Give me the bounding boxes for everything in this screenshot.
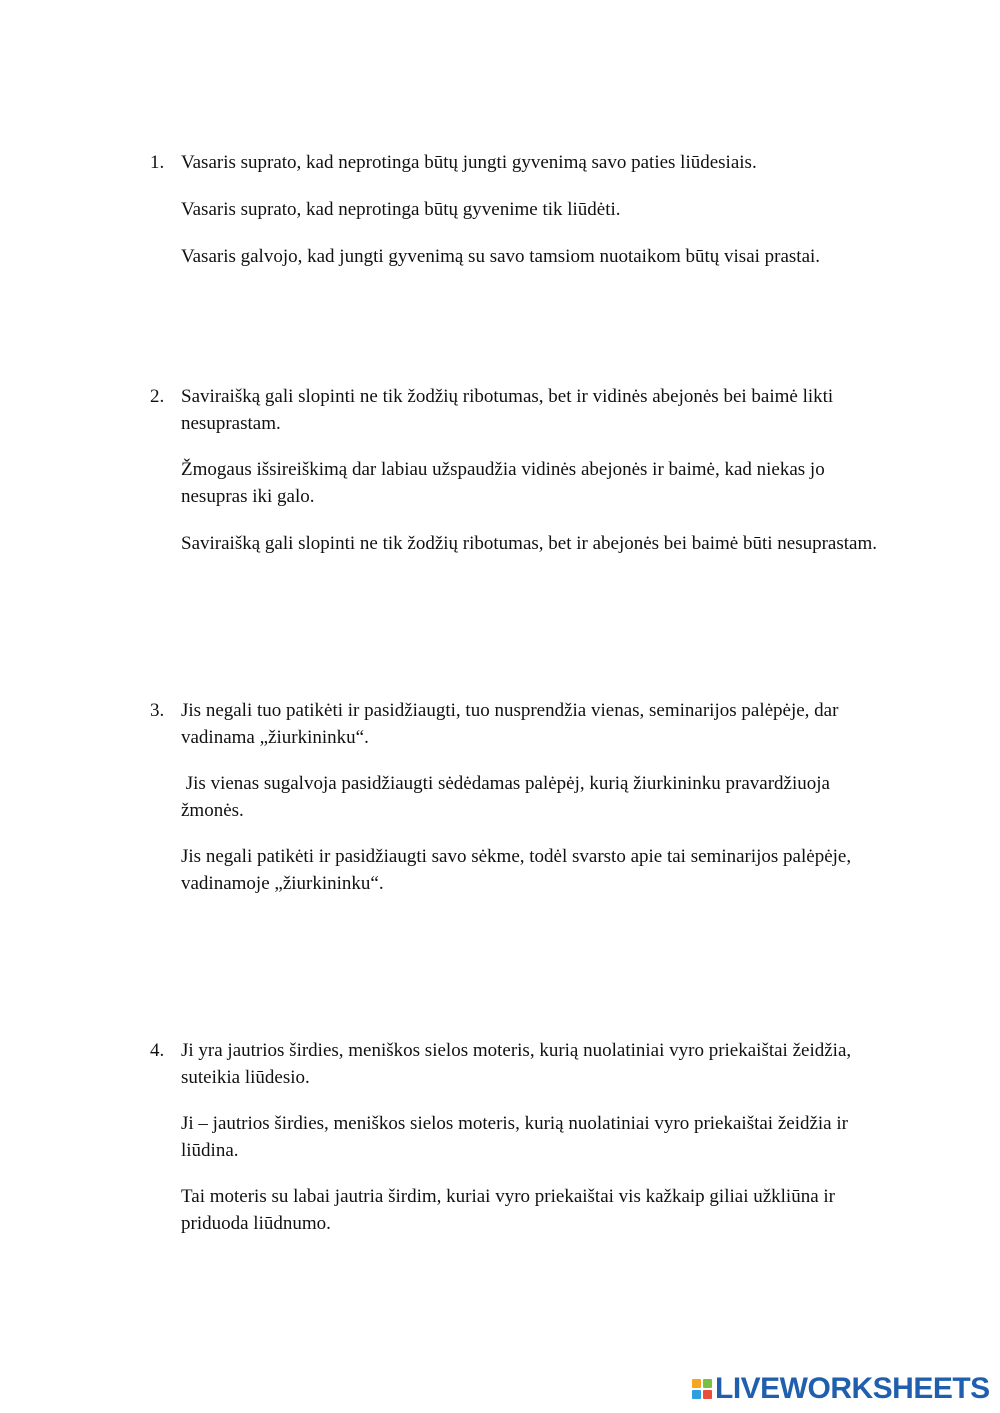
option-1: Vasaris suprato, kad neprotinga būtų jungti gyvenimą savo paties liūdesiais. (181, 152, 757, 173)
option-3: Tai moteris su labai jautria širdim, kuriai vyro priekaištai vis kažkaip giliai užkliūna ir priduoda liūdnumo. (181, 1186, 840, 1234)
item-number: 2. (150, 386, 165, 407)
option-3: Vasaris galvojo, kad jungti gyvenimą su savo tamsiom nuotaikom būtų visai prastai. (181, 246, 821, 267)
option-2: Žmogaus išsireiškimą dar labiau užspaudžia vidinės abejonės ir baimė, kad niekas jo nesupras iki galo. (181, 459, 830, 507)
option-3: Jis negali patikėti ir pasidžiaugti savo sėkme, todėl svarsto apie tai seminarijos palėpėje, vadinamoje „žiurkininku“. (181, 846, 856, 894)
option-2: Jis vienas sugalvoja pasidžiaugti sėdėdamas palėpėj, kurią žiurkininku pravardžiuoja žmonės. (181, 773, 835, 821)
item-number: 1. (150, 152, 165, 173)
logo-text: LIVEWORKSHEETS (715, 1372, 990, 1405)
option-1: Jis negali tuo patikėti ir pasidžiaugti, tuo nusprendžia vienas, seminarijos palėpėje, dar vadinama „žiurkininku“. (181, 700, 844, 748)
item-number: 3. (150, 700, 165, 721)
option-2: Vasaris suprato, kad neprotinga būtų gyvenime tik liūdėti. (181, 199, 621, 220)
option-1: Ji yra jautrios širdies, meniškos sielos moteris, kurią nuolatiniai vyro priekaištai žeidžia, suteikia liūdesio. (181, 1040, 856, 1088)
option-1: Saviraišką gali slopinti ne tik žodžių ribotumas, bet ir vidinės abejonės bei baimė likti nesuprastam. (181, 386, 838, 434)
liveworksheets-logo (692, 1373, 990, 1405)
option-3: Saviraišką gali slopinti ne tik žodžių ribotumas, bet ir abejonės bei baimė būti nesuprastam. (181, 533, 877, 554)
item-number: 4. (150, 1040, 165, 1061)
logo-blocks-icon (692, 1379, 712, 1399)
option-2: Ji – jautrios širdies, meniškos sielos moteris, kurią nuolatiniai vyro priekaištai žeidžia ir liūdina. (181, 1113, 853, 1161)
